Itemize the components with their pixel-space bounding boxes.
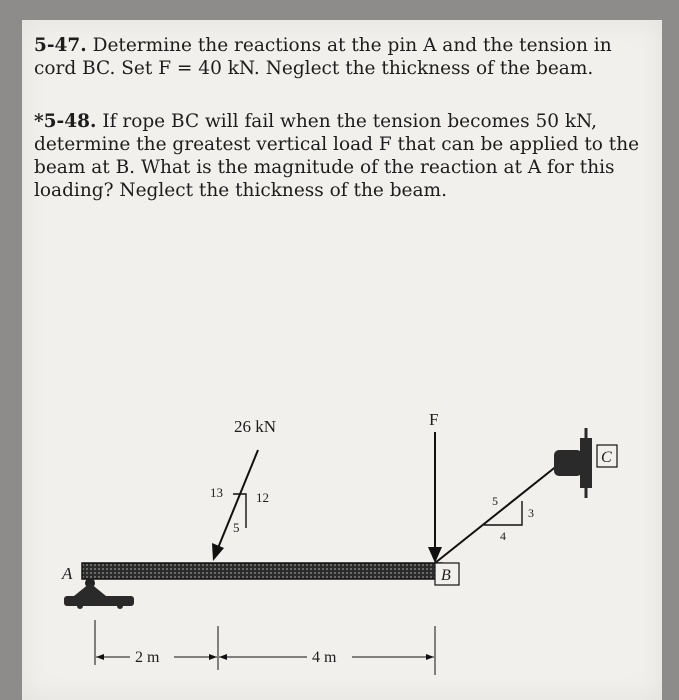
force-f-head	[428, 547, 442, 563]
beam	[82, 563, 442, 579]
load-arrow-head	[212, 543, 224, 561]
cord-slope-horizontal: 4	[500, 529, 506, 543]
cord-bc	[435, 465, 558, 563]
problem-number: *5-48.	[34, 111, 97, 132]
load-slope-hyp: 13	[210, 485, 223, 500]
anchor-c	[554, 428, 592, 498]
dimension-lines	[95, 620, 435, 675]
beam-figure	[22, 20, 662, 700]
load-slope-vertical: 12	[256, 490, 269, 505]
cord-slope-vertical: 3	[528, 506, 534, 520]
load-label: 26 kN	[234, 417, 277, 436]
force-f-label: F	[429, 410, 439, 429]
problem-text: If rope BC will fail when the tension becomes 50 kN, determine the greatest vertical load F that can be applied to the beam at B. What is the magnitude of the reaction at A for this loading? Neglect the thickness of the beam.	[34, 111, 640, 201]
textbook-page	[22, 20, 662, 700]
label-b: B	[441, 567, 451, 584]
problem-text: Determine the reactions at the pin A and the tension in cord BC. Set F = 40 kN. Neglect the thickness of the beam.	[34, 35, 612, 79]
label-c: C	[601, 449, 612, 466]
label-a: A	[62, 564, 73, 583]
pin-support-a	[64, 578, 134, 609]
dim-left-label: 2 m	[135, 649, 160, 666]
cord-slope-hyp: 5	[492, 494, 498, 508]
dim-right-label: 4 m	[312, 649, 337, 666]
load-slope-horizontal: 5	[233, 520, 240, 535]
problem-number: 5-47.	[34, 35, 87, 56]
cord-slope-triangle	[484, 501, 522, 525]
